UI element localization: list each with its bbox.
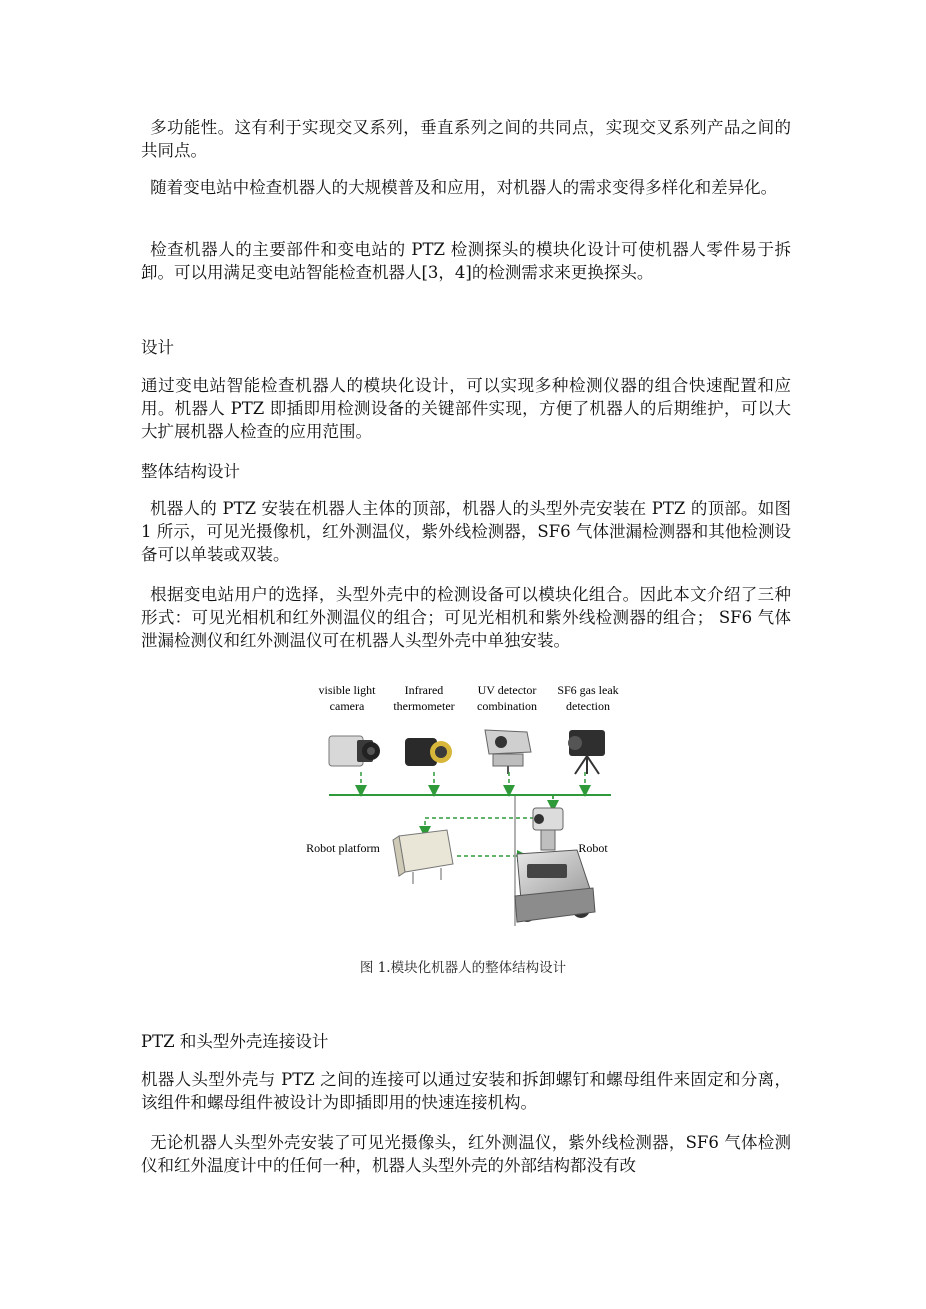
heading-overall-structure: 整体结构设计 bbox=[141, 462, 240, 481]
figure-modular-robot bbox=[295, 678, 625, 940]
heading-ptz-connection: PTZ 和头型外壳连接设计 bbox=[141, 1032, 329, 1051]
label-infrared: Infrared bbox=[404, 683, 444, 697]
paragraph-casing-structure: 无论机器人头型外壳安装了可见光摄像头，红外测温仪，紫外线检测器，SF6 气体检测仪和红外温度计中的任何一种，机器人头型外壳的外部结构都没有改 bbox=[141, 1133, 791, 1175]
robot-body bbox=[515, 796, 595, 926]
label-sf6-gas-leak: SF6 gas leak bbox=[557, 683, 619, 697]
label-camera: camera bbox=[329, 699, 365, 713]
label-visible-light: visible light bbox=[318, 683, 376, 697]
label-robot-platform: Robot platform bbox=[306, 841, 380, 855]
label-robot: Robot bbox=[578, 841, 608, 855]
sf6-detector-device bbox=[568, 730, 605, 774]
figure-diagram bbox=[295, 678, 625, 940]
heading-design: 设计 bbox=[141, 338, 174, 357]
infrared-thermometer-device bbox=[405, 738, 452, 766]
paragraph-modular-probe: 检查机器人的主要部件和变电站的 PTZ 检测探头的模块化设计可使机器人零件易于拆卸。可以用满足变电站智能检查机器人[3，4]的检测需求来更换探头。 bbox=[141, 240, 791, 282]
paragraph-popularization: 随着变电站中检查机器人的大规模普及和应用，对机器人的需求变得多样化和差异化。 bbox=[150, 178, 778, 197]
visible-camera-device bbox=[329, 736, 380, 766]
label-thermometer: thermometer bbox=[393, 699, 455, 713]
uv-detector-device bbox=[485, 730, 531, 774]
label-uv-detector: UV detector bbox=[477, 683, 537, 697]
paragraph-design-intro: 通过变电站智能检查机器人的模块化设计，可以实现多种检测仪器的组合快速配置和应用。机器人 PTZ 即插即用检测设备的关键部件实现，方便了机器人的后期维护，可以大大扩展机器人检查的应用范围。 bbox=[141, 376, 791, 441]
paragraph-ptz-mounting: 机器人的 PTZ 安装在机器人主体的顶部，机器人的头型外壳安装在 PTZ 的顶部。如图 1 所示，可见光摄像机，红外测温仪，紫外线检测器，SF6 气体泄漏检测器和其他检测设备可以单装或双装。 bbox=[141, 499, 791, 564]
label-detection: detection bbox=[566, 699, 610, 713]
paragraph-connection: 机器人头型外壳与 PTZ 之间的连接可以通过安装和拆卸螺钉和螺母组件来固定和分离，该组件和螺母组件被设计为即插即用的快速连接机构。 bbox=[141, 1070, 791, 1112]
robot-platform-casing bbox=[393, 830, 453, 884]
paragraph-combinations: 根据变电站用户的选择，头型外壳中的检测设备可以模块化组合。因此本文介绍了三种形式：可见光相机和红外测温仪的组合；可见光相机和紫外线检测器的组合； SF6 气体泄漏检测仪和红外测温仪可在机器人头型外壳中单独安装。 bbox=[141, 585, 791, 650]
paragraph-multifunction: 多功能性。这有利于实现交叉系列，垂直系列之间的共同点，实现交叉系列产品之间的共同点。 bbox=[141, 118, 791, 160]
label-combination: combination bbox=[477, 699, 537, 713]
figure-caption: 图 1.模块化机器人的整体结构设计 bbox=[359, 960, 567, 976]
